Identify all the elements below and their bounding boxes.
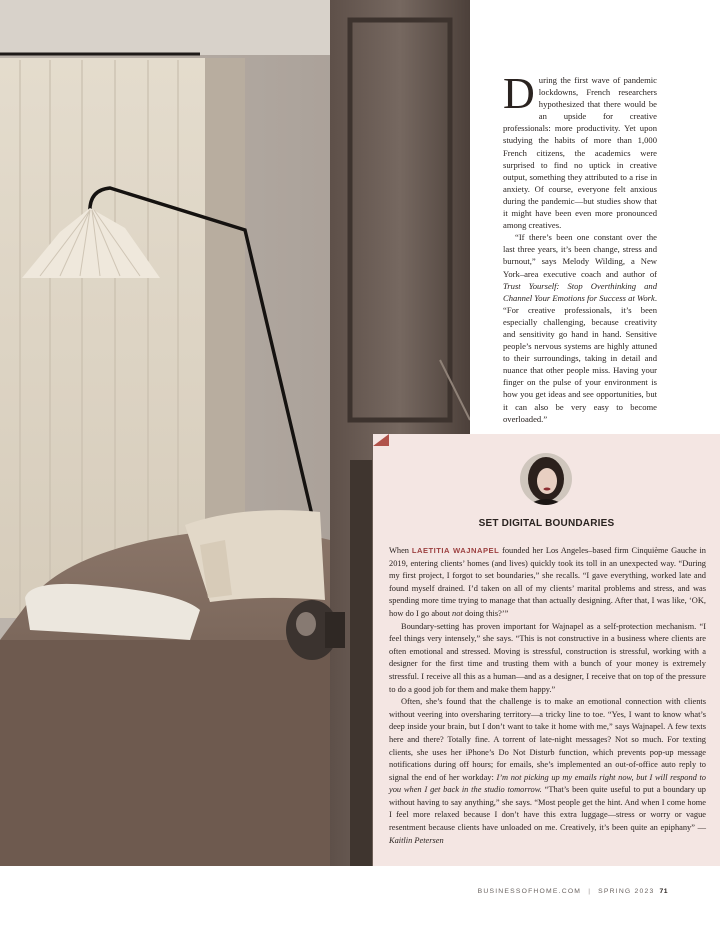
corner-triangle bbox=[373, 434, 389, 446]
drop-cap: D bbox=[503, 69, 535, 118]
paragraph-text: “If there’s been one constant over the last three years, it’s been change, stress and burnout,” says Melody Wilding, a New York–area executive coach and author of bbox=[503, 232, 657, 279]
paragraph-text: Often, she’s found that the challenge is to make an emotional connection with clients without veering into oversharing territory—a tricky line to toe. “Yes, I want to know what’s deep inside your brain, but I don’t want to take it home with me,” says Wajnapel. A few texts here and there? Totally fine. A torrent of late-night messages? Not so much. For texting clients, she uses her iPhone’s Do Not Disturb function, which prevents pop-up message notifications during off hours; for emails, she’s implemented an out-of-office auto reply to signal the end of her workday: bbox=[389, 697, 706, 782]
book-title: Trust Yourself: Stop Overthinking and Channel Your Emotions for Success at Work bbox=[503, 280, 657, 303]
article-paragraph-2 bbox=[503, 231, 657, 425]
page-footer bbox=[478, 888, 668, 895]
issue-label: SPRING 2023 bbox=[598, 888, 655, 895]
footer-separator: | bbox=[588, 888, 592, 895]
paragraph-text: uring the first wave of pandemic lockdowns, French researchers hypothesized that there would be an upside for creative professionals: more productivity. Yet upon studying the habits of more than 1,000 French citizens, the academics were surprised to find no uptick in creative output, something they attributed to a rise in anxiety. Of course, everyone felt anxious during the pandemic—but studies show that it might have been even more pronounced among creatives. bbox=[503, 75, 657, 231]
article-paragraph-1 bbox=[503, 69, 657, 231]
sidebar-paragraph-1 bbox=[389, 545, 706, 621]
sidebar-paragraph-2: Boundary-setting has proven important for Wajnapel as a self-protection mechanism. “I feel things very intensely,” she says. “This is not constructive in a business where clients are often emotional and stressed. Moving is stressful, construction is stressful, working with a designer for the first time and trusting them with a bunch of your money is extremely stressful. I receive all this as a human—and as a designer, I receive that on top of the pressure to do a good job for them and make them happy.” bbox=[389, 621, 706, 694]
article-column bbox=[503, 69, 657, 425]
sidebar-title: SET DIGITAL BOUNDARIES bbox=[478, 518, 615, 529]
paragraph-text: When bbox=[389, 546, 412, 555]
page-number: 71 bbox=[659, 888, 668, 895]
byline: Kaitlin Petersen bbox=[389, 835, 444, 845]
paragraph-text: “That’s been quite useful to put a boundary up without having to say anything,” she says. “Most people get the hint. And when I come home I feel more relaxed because I don’t have this extra luggage—stress or worry or vague resentment because clients have unloaded on me. Creatively, it’s been quite an epiphany” bbox=[389, 785, 706, 833]
sidebar-paragraph-3 bbox=[389, 696, 706, 847]
site-name: BUSINESSOFHOME.COM bbox=[477, 888, 582, 895]
paragraph-text: . “For creative professionals, it’s been especially challenging, because creativity and sensitivity go hand in hand. Sensitive people’s nervous systems are highly attuned to their surroundings, taking in detail and nuance that other people miss. Having your finger on the pulse of your environment is how you get ideas and see opportunities, but it can also be very easy to become overloaded.” bbox=[503, 292, 657, 424]
byline-dash: — bbox=[694, 823, 707, 833]
portrait-art bbox=[520, 453, 572, 505]
avatar bbox=[520, 453, 572, 505]
paragraph-text: doing this?’” bbox=[462, 608, 509, 618]
emphasis-text: not bbox=[452, 608, 463, 618]
designer-name: LAETITIA WAJNAPEL bbox=[411, 546, 500, 555]
paragraph-text: founded her Los Angeles–based firm Cinquième Gauche in 2019, entering clients’ homes (and lives) quickly took its toll in an unexpected way. “During my first project, I forgot to set boundaries,” she recalls. “I gave everything, worked late and found myself drained. I’d taken on all of my clients’ marital problems and stress, and was spending more time trying to manage that than actually designing. After that, I was like, ‘OK, how do I go about bbox=[389, 546, 706, 618]
email-quote: I’m not picking up my emails right now, but I will respond to you when I get back in the studio tomorrow. bbox=[389, 772, 706, 795]
sidebar-body bbox=[389, 545, 706, 847]
